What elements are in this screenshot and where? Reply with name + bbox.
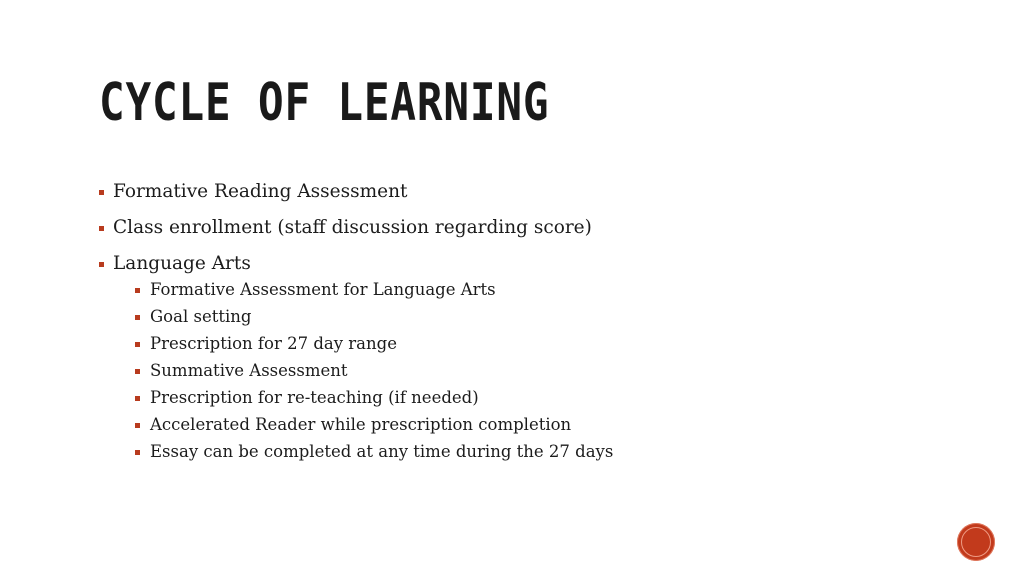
square-bullet-icon	[99, 190, 104, 195]
sub-bullet-item	[113, 279, 918, 301]
square-bullet-icon	[135, 369, 140, 374]
bullet-item	[98, 216, 918, 240]
sub-bullet-item	[113, 441, 918, 463]
sub-bullet-list	[113, 279, 918, 463]
sub-bullet-item	[113, 333, 918, 355]
sub-bullet-text: Formative Assessment for Language Arts	[150, 280, 496, 299]
sub-bullet-text: Summative Assessment	[150, 361, 348, 380]
square-bullet-icon	[135, 396, 140, 401]
sub-bullet-text: Prescription for re-teaching (if needed)	[150, 388, 479, 407]
square-bullet-icon	[135, 423, 140, 428]
bullet-item	[98, 180, 918, 204]
square-bullet-icon	[99, 226, 104, 231]
circle-nav-icon[interactable]	[957, 523, 995, 561]
sub-bullet-item	[113, 360, 918, 382]
sub-bullet-item	[113, 414, 918, 436]
slide-title: CYCLE OF LEARNING	[99, 73, 550, 133]
square-bullet-icon	[135, 450, 140, 455]
square-bullet-icon	[135, 315, 140, 320]
sub-bullet-item	[113, 306, 918, 328]
bullet-item	[98, 252, 918, 463]
sub-bullet-text: Accelerated Reader while prescription completion	[150, 415, 572, 434]
bullet-text: Class enrollment (staff discussion regarding score)	[113, 217, 592, 238]
bullet-list	[98, 180, 918, 463]
square-bullet-icon	[135, 288, 140, 293]
square-bullet-icon	[99, 262, 104, 267]
sub-bullet-item	[113, 387, 918, 409]
nav-button-ring	[961, 527, 991, 557]
sub-bullet-text: Essay can be completed at any time during the 27 days	[150, 442, 614, 461]
bullet-text: Formative Reading Assessment	[113, 181, 408, 202]
sub-bullet-text: Goal setting	[150, 307, 252, 326]
square-bullet-icon	[135, 342, 140, 347]
sub-bullet-text: Prescription for 27 day range	[150, 334, 397, 353]
slide-body	[98, 180, 918, 468]
bullet-text: Language Arts	[113, 253, 251, 274]
